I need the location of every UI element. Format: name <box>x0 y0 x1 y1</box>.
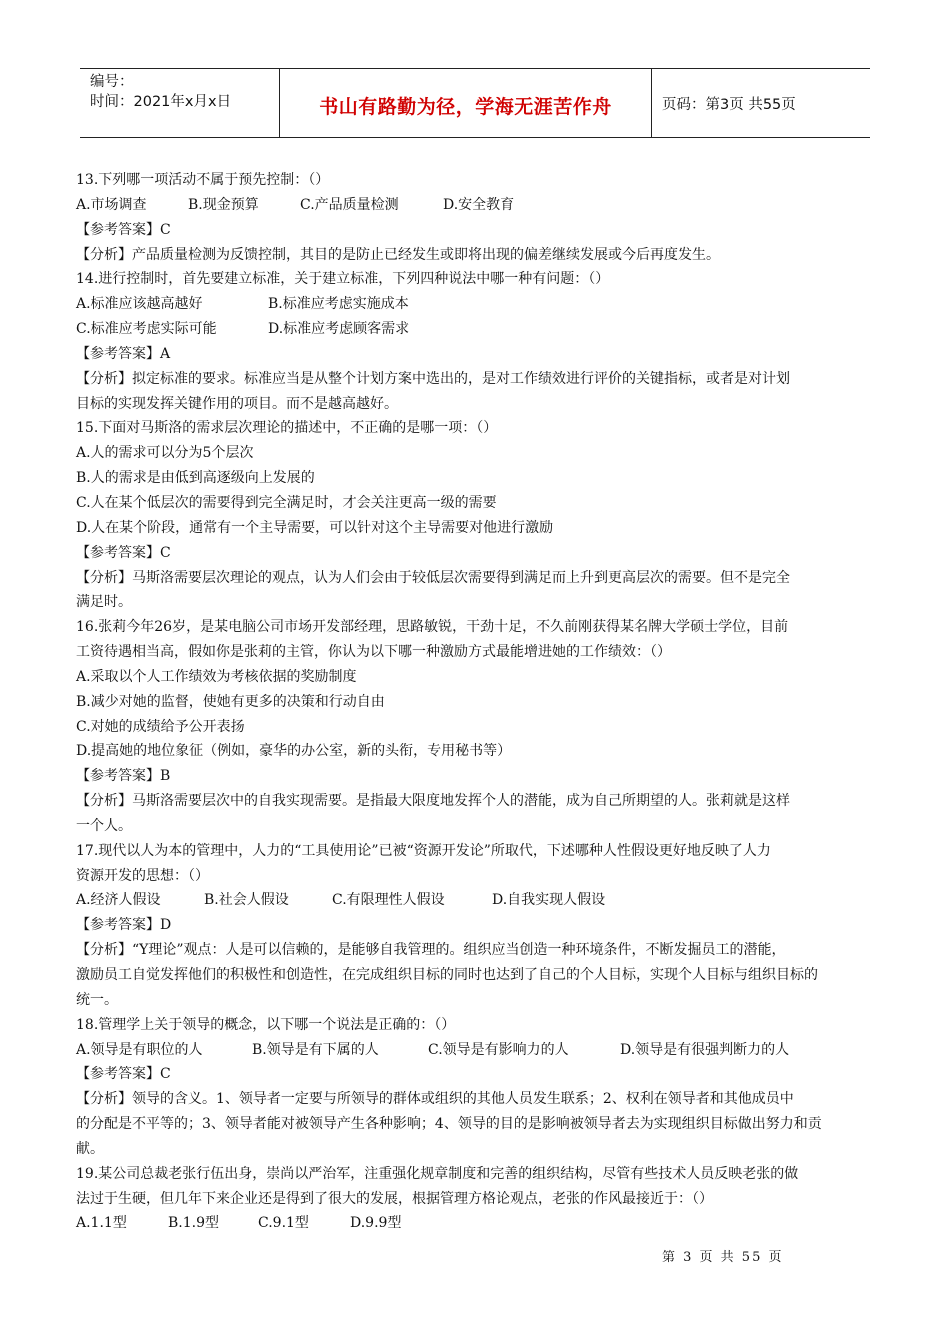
analysis-18-line-2: 的分配是不平等的；3、领导者能对被领导产生各种影响；4、领导的目的是影响被领导者去为实现组织目标做出努力和贡 <box>76 1116 822 1133</box>
answer-16: 【参考答案】B <box>76 768 171 785</box>
question-18: 18.管理学上关于领导的概念，以下哪一个说法是正确的：（） <box>76 1016 456 1033</box>
analysis-16-line-2: 一个人。 <box>76 817 132 834</box>
options-13 <box>76 193 906 218</box>
question-16-line-1: 16.张莉今年26岁，是某电脑公司市场开发部经理，思路敏锐，干劲十足，不久前刚获得某名牌大学硕士学位，目前 <box>76 619 789 636</box>
header-motto-cell <box>280 69 652 137</box>
option-18-c: C.领导是有影响力的人 <box>428 1041 569 1058</box>
option-17-a: A.经济人假设 <box>76 892 161 909</box>
option-19-b: B.1.9型 <box>168 1215 220 1232</box>
option-13-a: A.市场调查 <box>76 196 147 213</box>
option-13-b: B.现金预算 <box>188 196 259 213</box>
option-18-d: D.领导是有很强判断力的人 <box>620 1041 790 1058</box>
analysis-18-line-1: 【分析】领导的含义。1、领导者一定要与所领导的群体或组织的其他人员发生联系；2、权利在领导者和其他成员中 <box>76 1091 794 1108</box>
answer-18: 【参考答案】C <box>76 1066 171 1083</box>
options-19 <box>76 1211 906 1236</box>
analysis-17-line-3: 统一。 <box>76 991 118 1008</box>
page-footer: 第 3 页 共 55 页 <box>662 1250 784 1265</box>
option-19-a: A.1.1型 <box>76 1215 127 1232</box>
motto-text: 书山有路勤为径，学海无涯苦作舟 <box>319 95 612 118</box>
analysis-14-line-2: 目标的实现发挥关键作用的项目。而不是越高越好。 <box>76 395 398 412</box>
analysis-17-line-2: 激励员工自觉发挥他们的积极性和创造性，在完成组织目标的同时也达到了自己的个人目标，实现个人目标与组织目标的 <box>76 967 818 983</box>
option-15-b: B.人的需求是由低到高逐级向上发展的 <box>76 470 315 487</box>
question-14: 14.进行控制时，首先要建立标准，关于建立标准，下列四种说法中哪一种有问题：（） <box>76 271 610 288</box>
option-13-c: C.产品质量检测 <box>300 196 399 213</box>
option-19-d: D.9.9型 <box>350 1215 402 1232</box>
option-15-a: A.人的需求可以分为5个层次 <box>76 445 254 462</box>
answer-17: 【参考答案】D <box>76 917 172 934</box>
question-list <box>76 168 906 1236</box>
header-page-number: 页码：第3页 共55页 <box>662 96 796 113</box>
analysis-13: 【分析】产品质量检测为反馈控制，其目的是防止已经发生或即将出现的偏差继续发展或今后再度发生。 <box>76 246 720 263</box>
date-label: 时间：2021年x月x日 <box>90 94 232 110</box>
option-14-c: C.标准应考虑实际可能 <box>76 321 217 338</box>
question-17-line-1: 17.现代以人为本的管理中，人力的“工具使用论”已被“资源开发论”所取代，下述哪种人性假设更好地反映了人力 <box>76 842 771 859</box>
question-19-line-1: 19.某公司总裁老张行伍出身，崇尚以严治军，注重强化规章制度和完善的组织结构，尽管有些技术人员反映老张的做 <box>76 1165 799 1182</box>
document-header <box>80 68 870 138</box>
options-14-row-1 <box>76 292 906 317</box>
option-19-c: C.9.1型 <box>258 1215 309 1232</box>
answer-13: 【参考答案】C <box>76 221 171 238</box>
answer-14: 【参考答案】A <box>76 345 171 362</box>
analysis-15-line-2: 满足时。 <box>76 594 132 611</box>
option-15-c: C.人在某个低层次的需要得到完全满足时，才会关注更高一级的需要 <box>76 494 497 511</box>
question-15: 15.下面对马斯洛的需求层次理论的描述中，不正确的是哪一项：（） <box>76 420 498 437</box>
serial-number-label: 编号： <box>90 74 134 90</box>
option-16-c: C.对她的成绩给予公开表扬 <box>76 718 245 735</box>
option-15-d: D.人在某个阶段，通常有一个主导需要，可以针对这个主导需要对他进行激励 <box>76 519 554 536</box>
answer-15: 【参考答案】C <box>76 544 171 561</box>
header-meta <box>80 69 280 137</box>
question-17-line-2: 资源开发的思想：（） <box>76 867 209 884</box>
options-17 <box>76 888 906 913</box>
option-13-d: D.安全教育 <box>443 196 515 213</box>
option-17-d: D.自我实现人假设 <box>492 892 606 909</box>
analysis-15-line-1: 【分析】马斯洛需要层次理论的观点，认为人们会由于较低层次需要得到满足而上升到更高层次的需要。但不是完全 <box>76 569 790 586</box>
option-16-d: D.提高她的地位象征（例如，豪华的办公室，新的头衔，专用秘书等） <box>76 743 512 760</box>
option-18-b: B.领导是有下属的人 <box>252 1041 379 1058</box>
question-13: 13.下列哪一项活动不属于预先控制：（） <box>76 172 330 188</box>
option-14-a: A.标准应该越高越好 <box>76 296 203 313</box>
option-14-b: B.标准应考虑实施成本 <box>268 296 409 313</box>
question-16-line-2: 工资待遇相当高，假如你是张莉的主管，你认为以下哪一种激励方式最能增进她的工作绩效：（） <box>76 644 671 661</box>
option-14-d: D.标准应考虑顾客需求 <box>268 321 410 338</box>
option-16-a: A.采取以个人工作绩效为考核依据的奖励制度 <box>76 668 357 685</box>
header-page-cell <box>652 69 870 137</box>
option-17-b: B.社会人假设 <box>204 892 289 909</box>
options-18 <box>76 1038 906 1063</box>
option-17-c: C.有限理性人假设 <box>332 892 445 909</box>
analysis-18-line-3: 献。 <box>76 1140 104 1157</box>
option-18-a: A.领导是有职位的人 <box>76 1041 203 1058</box>
option-16-b: B.减少对她的监督，使她有更多的决策和行动自由 <box>76 693 385 710</box>
analysis-17-line-1: 【分析】“Y理论”观点：人是可以信赖的，是能够自我管理的。组织应当创造一种环境条件，不断发掘员工的潜能， <box>76 942 786 959</box>
options-14-row-2 <box>76 317 906 342</box>
analysis-16-line-1: 【分析】马斯洛需要层次中的自我实现需要。是指最大限度地发挥个人的潜能，成为自己所期望的人。张莉就是这样 <box>76 793 790 810</box>
analysis-14-line-1: 【分析】拟定标准的要求。标准应当是从整个计划方案中选出的，是对工作绩效进行评价的关键指标，或者是对计划 <box>76 370 790 387</box>
question-19-line-2: 法过于生硬，但几年下来企业还是得到了很大的发展，根据管理方格论观点，老张的作风最接近于：（） <box>76 1190 713 1207</box>
